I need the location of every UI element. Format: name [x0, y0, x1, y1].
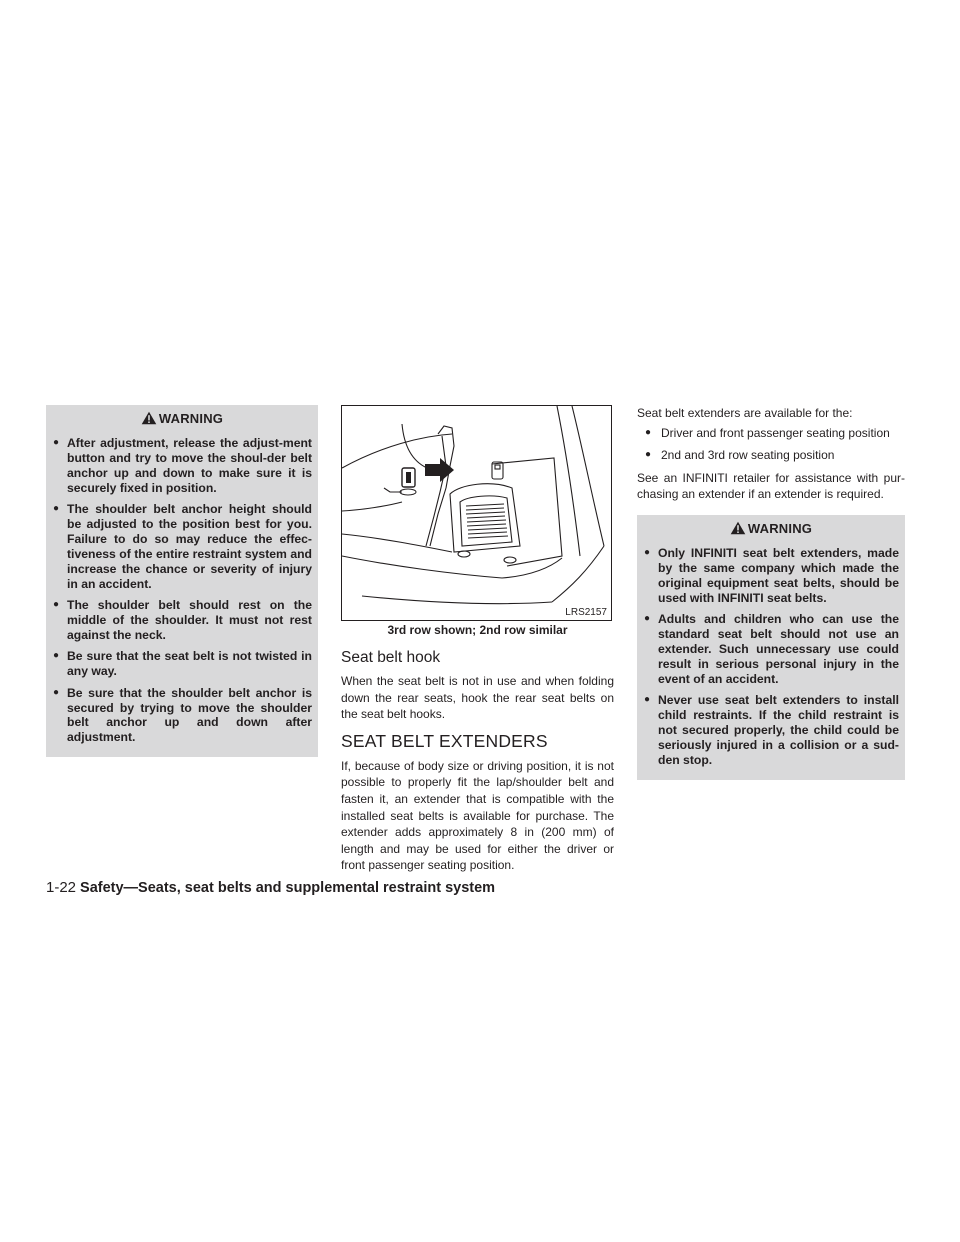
- page-footer: [46, 879, 495, 897]
- warning-item: ● Be sure that the shoulder belt anchor is secured by trying to move the shoulder belt anchor up and down after adjustment.: [52, 686, 312, 746]
- belt-hook-icon: [402, 468, 415, 487]
- warning-list: [643, 546, 899, 768]
- warning-triangle-icon: [141, 411, 157, 428]
- arrow-icon: [425, 458, 454, 482]
- warning-item: ● Only INFINITI seat belt extenders, made by the same company which made the original equipment seat belts, should be used with INFINITI seat belts.: [643, 546, 899, 606]
- availability-list: [637, 425, 905, 464]
- hook-paragraph: When the seat belt is not in use and when folding down the rear seats, hook the rear seat belts on the seat belt hooks.: [341, 674, 614, 722]
- warning-title: [52, 405, 312, 428]
- warning-item: ● Be sure that the seat belt is not twisted in any way.: [52, 649, 312, 679]
- warning-triangle-icon: [730, 521, 746, 538]
- warning-item: ● Never use seat belt extenders to install child restraints. If the child restraint is not secured properly, the child could be seriously injured in a collision or a sud-den stop.: [643, 693, 899, 768]
- warning-title: [643, 515, 899, 538]
- availability-item: ● 2nd and 3rd row seating position: [637, 447, 905, 464]
- page-number: 1-22: [46, 879, 77, 896]
- right-column: [637, 405, 905, 780]
- warning-item: ● The shoulder belt should rest on the middle of the shoulder. It must not rest against the neck.: [52, 598, 312, 643]
- cargo-area-drawing: [342, 406, 613, 622]
- section-title: Safety—Seats, seat belts and supplemental restraint system: [80, 880, 496, 896]
- warning-list: [52, 436, 312, 745]
- warning-title-text: WARNING: [747, 520, 813, 536]
- figure-code: LRS2157: [565, 607, 607, 618]
- middle-column: [341, 405, 614, 874]
- warning-title-text: WARNING: [158, 411, 224, 426]
- warning-box-anchor: [46, 405, 318, 757]
- availability-item: ● Driver and front passenger seating position: [637, 425, 905, 442]
- availability-intro: Seat belt extenders are available for the:: [637, 406, 853, 420]
- left-column: [46, 405, 318, 757]
- hook-heading: Seat belt hook: [341, 649, 441, 666]
- warning-item: ● Adults and children who can use the standard seat belt should not use an extender. Such unnecessary use could result in serious personal injury in the event of an accident.: [643, 612, 899, 687]
- warning-item: ● The shoulder belt anchor height should be adjusted to the position best for you. Failure to do so may reduce the effec-tiveness of the entire restraint system and increase the chance or severity of injury in an accident.: [52, 502, 312, 591]
- extenders-paragraph: If, because of body size or driving position, it is not possible to properly fit the lap/shoulder belt and fasten it, an extender that is compatible with the installed seat belts is available for purchase. The extender adds approximately 8 in (200 mm) of length and may be used for either the driver or front passenger seating position.: [341, 758, 614, 873]
- warning-item: ● After adjustment, release the adjust-ment button and try to move the shoul-der belt anchor up and down to make sure it is securely fixed in position.: [52, 436, 312, 496]
- warning-box-extenders: [637, 515, 905, 780]
- retailer-paragraph: See an INFINITI retailer for assistance with pur-chasing an extender if an extender is required.: [637, 470, 905, 502]
- seat-belt-hook-illustration: [341, 405, 612, 621]
- extenders-heading: SEAT BELT EXTENDERS: [341, 730, 548, 751]
- figure-caption: 3rd row shown; 2nd row similar: [387, 623, 568, 637]
